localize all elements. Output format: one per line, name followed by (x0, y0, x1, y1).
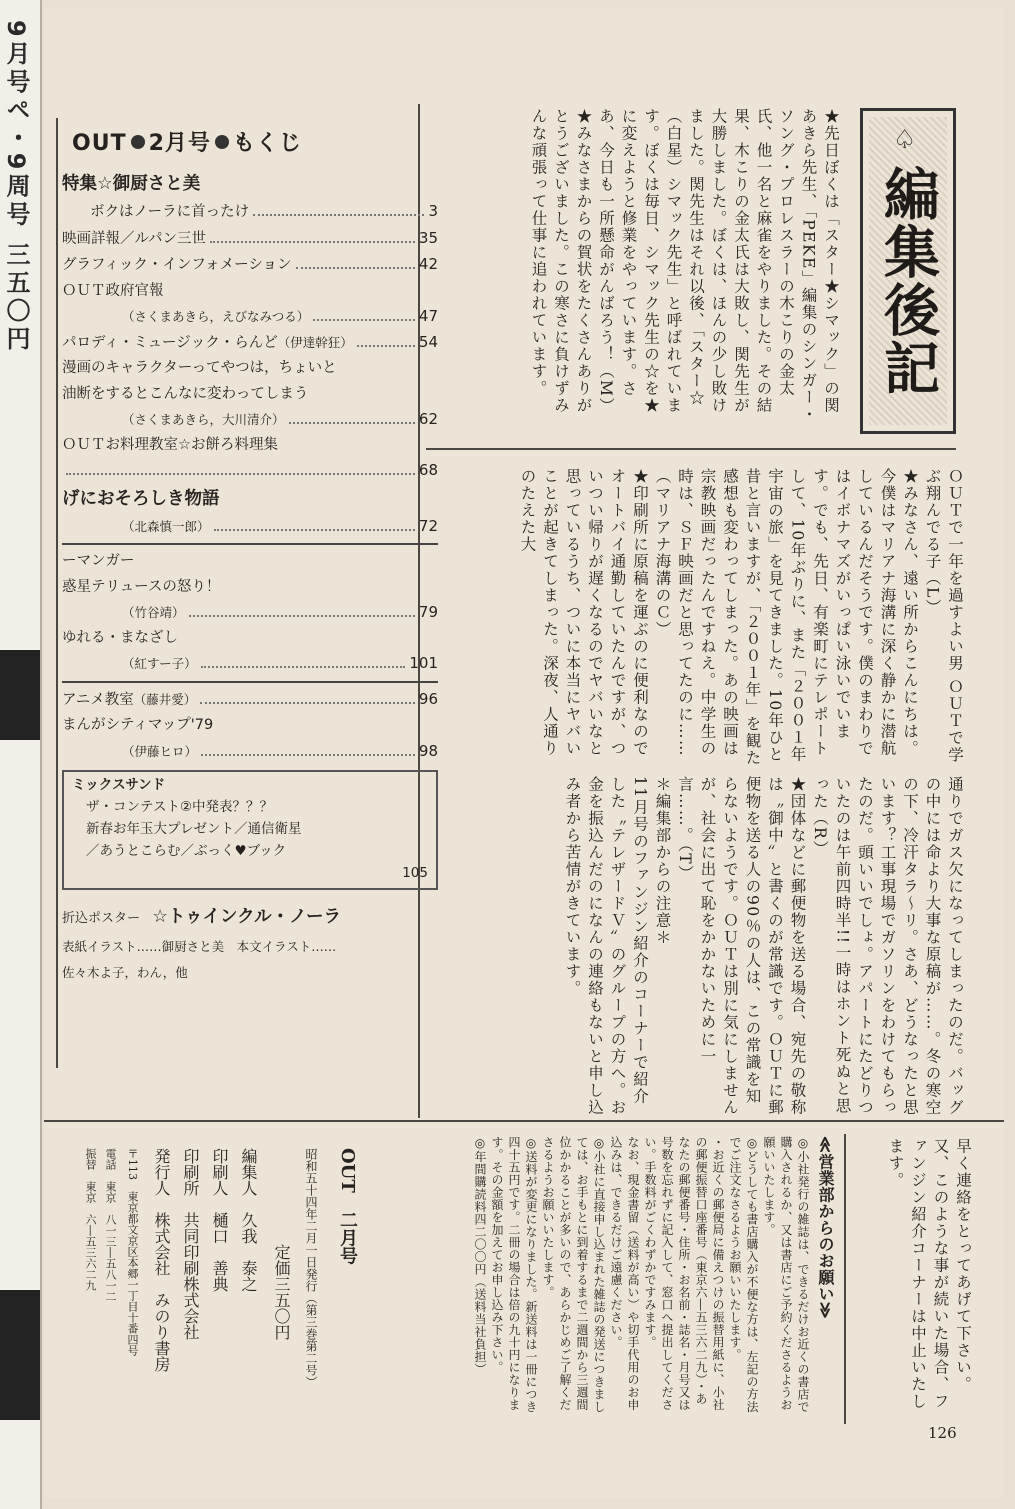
sales-title: ≪営業部からのお願い≫ (816, 1136, 835, 1319)
toc-entry: （紅すー子） 101 (62, 651, 438, 677)
toc-page-number: 42 (418, 255, 438, 273)
editorial-paragraph: ★先日ぼくは「スター★シマック」の関あきら先生、「PEKE」編集のシンガー・ソング・プロレスラーの木こりの金太氏、他一名と麻雀をやりました。その結果、木こりの金太氏は大敗し、関先生が大勝しました。ぼくは、ほんの少し敗けました。関先生はそれ以後、「スター☆（白星）シマック先生」と呼ばれています。ぼくは毎日、シマック先生の☆を★に変えようと修業をやっています。さあ、今日も一所懸命がんばろう！（M） (597, 108, 840, 423)
toc-entry: アニメ教室 （藤井愛） 96 (62, 687, 438, 714)
editorial-paragraph: ★みなさん、遠い所からこんにちは。今僕はマリアナ海溝に深く静かに潜航しているんだそうです。僕のまわりではイボナマズがいっぱい泳いでいます。でも、先日、有楽町にテレポートして、10年ぶりに、また「２００１年宇宙の旅」を見てきました。10年ひと昔と言いますが、「２００１年」を観た感想も変わってしまった。あの映画は宗教映画だったんですねえ。中学生の時は、ＳＦ映画だと思ってたのに……（マリアナ海溝のＣ） (653, 468, 919, 767)
colophon: OUT 二月号 昭和五十四年二月一日発行（第三巻第二号） 定価三五〇円 編集人 久我 泰之 印刷人 樋口 善典 印刷所 共同印刷株式会社 発行人 株式会社 みのり書房 〒113 東京都文京区本郷一丁目十番四号 電話 東京 八一三―五八一二 振替 東京 六―五三六二九 (84, 1148, 358, 1388)
editorial-column-1 (426, 108, 842, 426)
dot-leader (201, 754, 415, 756)
dot-leader (357, 345, 415, 347)
toc-page-number: 72 (418, 516, 438, 535)
toc-entry: 漫画のキャラクターってやつは，ちょいと (62, 360, 337, 376)
editorial-paragraph: ◎送料が変更になりました。新送料は一冊につき四十五円です。二冊の場合は倍の九十円になります。その金額を加えてお申し込み下さい。 (490, 1136, 538, 1413)
editorial-column-2 (436, 468, 966, 768)
toc-entry: （伊藤ヒロ） 98 (62, 739, 438, 765)
toc-entry: グラフィック・インフォメーション 42 (62, 252, 438, 279)
dot-leader (200, 702, 415, 704)
editorial-paragraph: ◎小社に直接申し込まれた雑誌の発送につきましては、お手もとに到着するまで二週間から三週間位かかることが多いので、あらかじめご了解くださるようお願いいたします。 (541, 1136, 606, 1413)
toc-page-number: 47 (418, 307, 438, 325)
dot-leader (201, 666, 406, 668)
spine-band (0, 1290, 40, 1420)
dot-leader (313, 319, 415, 321)
toc-page-number: 3 (428, 202, 438, 220)
spine-band (0, 650, 40, 740)
toc-entry: 特集☆御厨さと美 (62, 174, 201, 194)
toc-entry: ＯＵＴお料理教室☆お餅ろ料理集 (62, 436, 278, 453)
toc-entry: （竹谷靖） 79 (62, 600, 438, 626)
toc-entry: ＯＵＴ政府官報 (62, 282, 164, 299)
editorial-paragraph: ◎年間購読料四二〇〇円（送料当社負担） (473, 1136, 487, 1376)
editorial-paragraph: ★みなさまからの賀状をたくさんありがとうございました。この寒さに負けずみんな頑張って仕事に追われています。 (529, 108, 593, 414)
toc-page-number: 35 (418, 228, 438, 247)
editorial-paragraph: ＊編集部からの注意＊ (653, 776, 672, 946)
toc-page-number: 79 (418, 603, 438, 621)
divider (56, 118, 58, 1068)
editorial-paragraph: ★団体などに郵便物を送る場合、宛先の敬称は〝御中〟と書くのが常識です。ＯＵＴに郵便物を送る人の90％の人は、この常識を知らないようです。ＯＵＴは別に気にしませんが、社会に出て恥をかかないために一言……。（T） (676, 776, 807, 1116)
editorial-paragraph: 11月号のファンジン紹介のコーナーで紹介した〝テレザードＶ〟のグループの方へ。お金を振込んだのになんの連絡もないと申し込み者から苦情がきています。 (563, 776, 649, 1116)
toc-entry (62, 458, 438, 484)
editorial-paragraph: ◎小社発行の雑誌は、できるだけお近くの書店で購入されるか、又は書店にご予約くださるようお願いいたします。 (762, 1136, 810, 1413)
toc-page-number: 101 (409, 654, 438, 672)
toc-entry: パロディ・ミュージック・らんど （伊達幹狂） 54 (62, 330, 438, 357)
mix-sand-box: ミックスサンド ザ・コンテスト②中発表？？？ 新春お年玉大プレゼント／通信衛星 ／あうとこらむ／ぶっく♥ブック 105 (62, 770, 438, 890)
divider (62, 543, 438, 545)
toc-entry: （さくまあきら，大川清介） 62 (62, 407, 438, 433)
spine-text: 9月号ペ・9周号 三五〇円 (2, 20, 30, 354)
toc-entry: （さくまあきら，えびなみつる） 47 (62, 304, 438, 330)
dot-leader (289, 422, 415, 424)
toc-page-number: 62 (418, 410, 438, 428)
sales-notice (374, 1136, 834, 1416)
toc-entry: まんがシティマップ'79 (62, 717, 214, 733)
toc-entry: ーマンガー (62, 553, 135, 569)
toc-page-number: 96 (418, 689, 438, 708)
toc-entry: （北森慎一郎） 72 (62, 514, 438, 540)
dot-leader (253, 214, 424, 216)
editorial-column-4: 早く連絡をとってあげて下さい。又、このような事が続いた場合、ファンジン紹介コーナーは中止いたします。 (886, 1138, 972, 1410)
toc-list (62, 169, 438, 764)
toc-entry: ボクはノーラに首ったけ 3 (62, 199, 438, 226)
divider (844, 1134, 846, 1424)
toc-page-number: 54 (418, 332, 438, 351)
editorial-paragraph: ＯＵＴで一年を過すよい男 ＯＵＴで学ぶ翔んでる子（L） (923, 468, 964, 764)
spade-icon: ♤ (893, 125, 917, 155)
editorial-column-3 (436, 776, 966, 1116)
editorial-paragraph: 通りでガス欠になってしまったのだ。バッグの中には命より大事な原稿が……。冬の寒空の下、冷汗タラ〜リ。さあ、どうなったと思います？工事現場でガソリンをわけてもらったのだ。頭いいでしょ。アパートにたどりついたのは午前四時半!!一時はホント死ぬと思った（R） (811, 776, 964, 1116)
dot-leader (66, 473, 415, 475)
dot-leader (214, 529, 415, 531)
magazine-page (44, 8, 1004, 1498)
editorial-title: 編集後記 (875, 165, 940, 397)
toc-page-number: 68 (418, 461, 438, 479)
adjacent-page-spine (0, 0, 42, 1509)
editorial-paragraph: ・お近くの郵便局に備えつけの振替用紙に、小社の郵便振替口座番号（東京六―五三六二九）・あなたの郵便番号・住所・お名前・誌名・月号又は号数を忘れずに記入して、窓口へ提出してください。手数料がごくわずかですみます。 (643, 1136, 725, 1411)
page-number: 126 (928, 1424, 957, 1442)
editorial-paragraph: ★印刷所に原稿を運ぶのに便利なのでオートバイ通勤していたんですが、ついつい帰りが遅くなるのでヤバいなと思っているうち、ついに本当にヤバいことが起きてしまった。深夜、人通りのたえた大 (518, 468, 649, 757)
toc-entry: げにおそろしき物語 (62, 488, 220, 509)
poster-entry: 折込ポスター ☆トゥインクル・ノーラ (62, 907, 342, 927)
bullet-icon (215, 135, 229, 149)
table-of-contents: OUT 2月号 もくじ 特集☆御厨さと美 ボクはノーラに首ったけ 3 映画詳報／ルパン三世 35 グラフィック・インフォメーション 42 ＯＵＴ政府官報 （さくまあきら，えびなみつる） 47 パロディ・ミュージック・らんど （伊達幹狂） 54 漫画のキャラクターってやつは，ちょいと 油断をするとこんなに変わってしまう （さくまあきら，大川清介） 62 ＯＵＴお料理教室☆お餅ろ料理集 68 げにおそろしき物語 （北森慎一郎） 72 ーマンガー 惑星テリュースの怒り！ （竹谷靖） 79 ゆれる・まなざし （紅すー子） 101 アニメ教室 （藤井愛） 96 まんがシティマップ'79 （伊藤ヒロ） 98 ミックスサンド ザ・コンテスト②中発表？？？ 新春お年玉大プレゼント／通信衛星 ／あうとこらむ／ぶっく♥ブック 105 折込ポスター ☆トゥインクル・ノーラ 表紙イラスト……御厨さと美 本文イラスト…… 佐々木よ子，わん，他 (62, 118, 438, 985)
editorial-heading-box (860, 108, 956, 434)
toc-entry: 惑星テリュースの怒り！ (62, 578, 221, 595)
divider (62, 681, 438, 683)
toc-page-number: 98 (418, 741, 438, 760)
dot-leader (210, 241, 415, 243)
editorial-paragraph: ◎どうしても書店購入が不便な方は、左記の方法でご注文なさるようお願いいたします。 (728, 1136, 759, 1413)
editorial-paragraph: なお、現金書留（送料が高い）や切手代用のお申込みは、できるだけご遠慮ください。 (609, 1136, 640, 1411)
toc-entry: 映画詳報／ルパン三世 35 (62, 226, 438, 253)
toc-entry: 油断をするとこんなに変わってしまう (62, 385, 309, 402)
divider (426, 448, 956, 450)
toc-title: OUT 2月号 もくじ (72, 131, 302, 156)
divider (44, 1120, 1004, 1122)
toc-entry: ゆれる・まなざし (62, 629, 178, 646)
dot-leader (296, 267, 415, 269)
bullet-icon (131, 135, 145, 149)
dot-leader (189, 615, 415, 617)
